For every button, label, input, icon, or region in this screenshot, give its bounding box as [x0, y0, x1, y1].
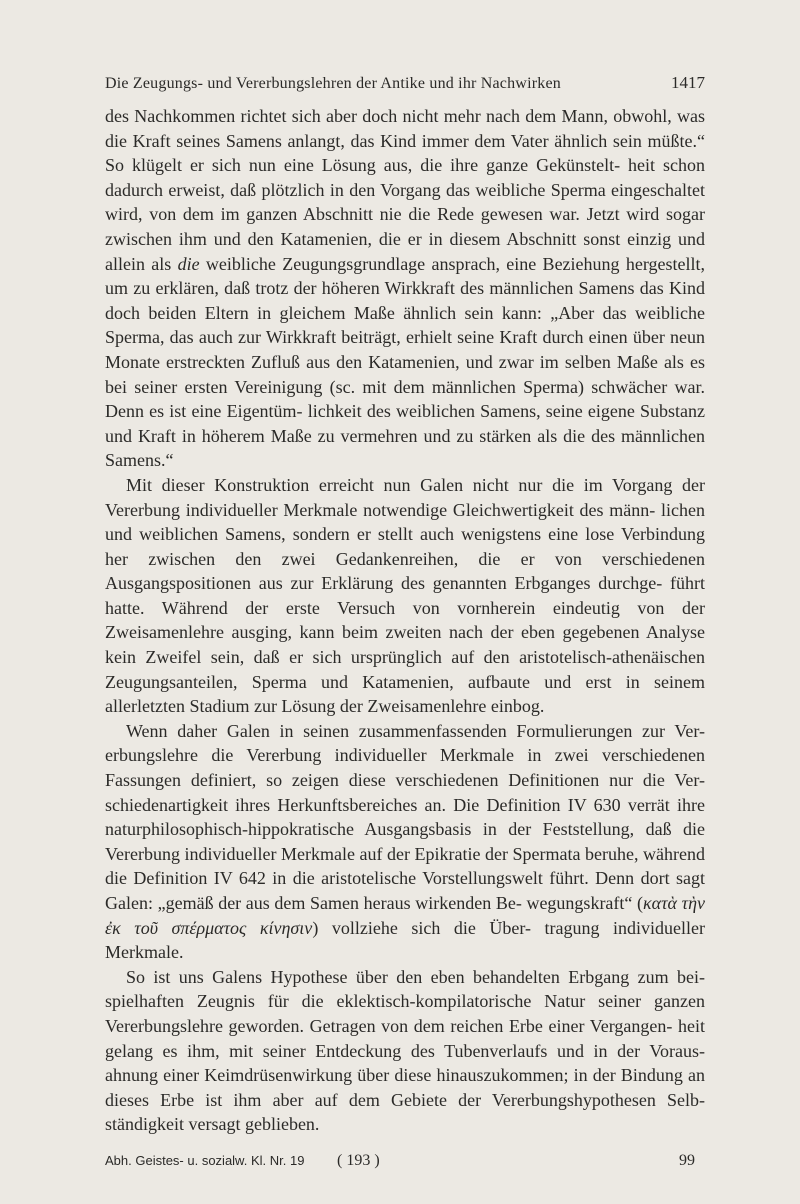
paragraph-3-greek-quote: κατὰ τὴν ἐκ τοῦ σπέρματος κίνησιν [105, 893, 705, 938]
paragraph-1-italic-die: die [177, 253, 200, 274]
header-page-number: 1417 [671, 73, 705, 92]
body-text [105, 104, 705, 1137]
paragraph-3 [105, 719, 705, 965]
header-title: Die Zeugungs- und Vererbungslehren der Antike und ihr Nachwirken [105, 75, 561, 92]
running-header [105, 73, 705, 93]
paragraph-3-text-a: Wenn daher Galen in seinen zusammenfassenden Formulierungen zur Ver- erbungslehre die Vererbung individueller Merkmale in zwei verschiedenen Fassungen definiert, so zeigen diese verschiedenen Definitionen nur die Ver- schiedenartigkeit ihres Herkunftsbereiches an. Die Definition IV 630 verrät ihre naturphilosophisch-hippokratische Ausgangsbasis in der Feststellung, daß die Vererbung individueller Merkmale auf der Epikratie der Spermata beruhe, während die Definition IV 642 in die aristotelische Vorstellungswelt führt. Denn dort sagt Galen: „gemäß der aus dem Samen heraus wirkenden Be- wegungskraft“ ( [105, 720, 705, 913]
page-footer [105, 1152, 705, 1170]
footer-page-in-parens: ( 193 ) [337, 1152, 380, 1169]
footer-page-number: 99 [679, 1152, 695, 1169]
paragraph-2-text: Mit dieser Konstruktion erreicht nun Galen nicht nur die im Vorgang der Vererbung individueller Merkmale notwendige Gleichwertigkeit des männ- lichen und weiblichen Samens, sondern er stellt auch wenigstens eine lose Verbindung her zwischen den zwei Gedankenreihen, die er von verschiedenen Ausgangspositionen aus zur Erklärung des genannten Erbganges durchge- führt hatte. Während der erste Versuch von vornherein eindeutig von der Zweisamenlehre ausging, kann beim zweiten nach der eben gegebenen Analyse kein Zweifel sein, daß er sich ursprünglich auf den aristotelisch-athenäischen Zeugungsanteilen, Sperma und Katamenien, aufbaute und erst in seinem allerletzten Stadium zur Lösung der Zweisamenlehre einbog. [105, 474, 705, 717]
footer-source: Abh. Geistes- u. sozialw. Kl. Nr. 19 [105, 1153, 305, 1168]
paragraph-4 [105, 965, 705, 1137]
paragraph-1 [105, 104, 705, 473]
paragraph-1-text-a: des Nachkommen richtet sich aber doch nicht mehr nach dem Mann, obwohl, was die Kraft seines Samens anlangt, das Kind immer dem Vater ähnlich sein müßte.“ So klügelt er sich nun eine Lösung aus, die ihre ganze Gekünstelt- heit schon dadurch erweist, daß plötzlich in den Vorgang das weibliche Sperma eingeschaltet wird, von dem im ganzen Abschnitt nie die Rede gewesen war. Jetzt wird sogar zwischen ihm und den Katamenien, die er in diesem Abschnitt sonst einzig und allein als [105, 106, 705, 274]
paragraph-1-text-b: weibliche Zeugungsgrundlage ansprach, eine Beziehung hergestellt, um zu erklären, daß trotz der höheren Wirkkraft des männlichen Samens das Kind doch beiden Eltern in gleichem Maße ähnlich sein kann: „Aber das weibliche Sperma, das auch zur Wirkkraft beiträgt, erhielt seine Kraft durch einen über neun Monate erstreckten Zufluß aus den Katamenien, und zwar im selben Maße als es bei seiner ersten Vereinigung (sc. mit dem männlichen Sperma) schwächer war. Denn es ist eine Eigentüm- lichkeit des weiblichen Samens, seine eigene Substanz und Kraft in höherem Maße zu vermehren und zu stärken als die des männlichen Samens.“ [105, 253, 705, 471]
paragraph-2 [105, 473, 705, 719]
paragraph-3-text-b: ) vollziehe sich die Über- tragung individueller Merkmale. [105, 917, 705, 963]
paragraph-4-text: So ist uns Galens Hypothese über den eben behandelten Erbgang zum bei- spielhaften Zeugnis für die eklektisch-kompilatorische Natur seiner ganzen Vererbungslehre geworden. Getragen von dem reichen Erbe einer Vergangen- heit gelang es ihm, mit seiner Entdeckung des Tubenverlaufs und in der Voraus- ahnung einer Keimdrüsenwirkung über diese hinauszukommen; in der Bindung an dieses Erbe ist ihm aber auf dem Gebiete der Vererbungshypothesen Selb- ständigkeit versagt geblieben. [105, 966, 705, 1135]
